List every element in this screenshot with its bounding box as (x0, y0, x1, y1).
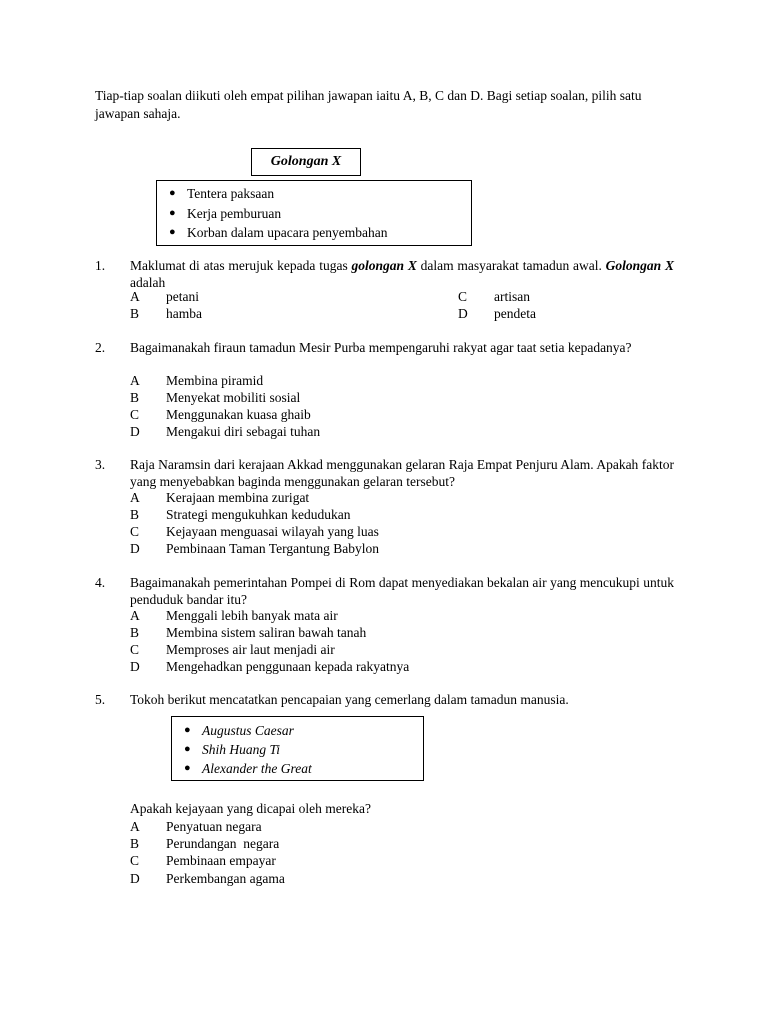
stimulus-item: ● Tentera paksaan (157, 184, 471, 204)
exam-page: Tiap-tiap soalan diikuti oleh empat pilihan jawapan iaitu A, B, C dan D. Bagi setiap soalan, pilih satu jawapan sahaja. Golongan X ● Tentera paksaan ● Kerja pemburuan ● Korban dalam upacara penyembahan 1. Maklumat di atas merujuk kepada tugas golongan X dalam masyarakat tamadun awal. Golongan X adalah A petani C artisan B hamba D pendeta 2. Bagaimanakah firaun tamadun Mesir Purba mempengaruhi rakyat agar taat setia kepadanya? A Membina piramid B Menyekat mobiliti sosial C Menggunakan kuasa ghaib D Mengakui diri sebagai tuhan 3. Raja Naramsin dari kerajaan Akkad menggunakan gelaran Raja Empat Penjuru Alam. Apakah faktor yang menyebabkan baginda menggunakan gelaran tersebut? A Kerajaan membina zurigat B Strategi mengukuhkan kedudukan C Kejayaan menguasai wilayah yang luas D Pembinaan Taman Tergantung Babylon 4. Bagaimanakah pemerintahan Pompei di Rom dapat menyediakan bekalan air yang mencukupi untuk penduduk bandar itu? A Menggali lebih banyak mata air B Membina sistem saliran bawah tanah C Memproses air laut menjadi air D Mengehadkan penggunaan kepada rakyatnya 5. Tokoh berikut mencatatkan pencapaian yang cemerlang dalam tamadun manusia. ● Augustus Caesar ● Shih Huang Ti ● Alexander the Great Apakah kejayaan yang dicapai oleh mereka? A Penyatuan negara B Perundangan negara C Pembinaan empayar D Perkembangan agama (95, 88, 674, 886)
bullet-icon: ● (184, 743, 191, 755)
question-text: Tokoh berikut mencatatkan pencapaian yang cemerlang dalam tamadun manusia. (130, 692, 569, 707)
bullet-icon: ● (169, 206, 176, 219)
stimulus-item: ● Alexander the Great (184, 761, 312, 776)
bullet-icon: ● (184, 724, 191, 736)
bullet-icon: ● (169, 187, 176, 199)
stimulus-title: Golongan X (251, 148, 361, 176)
bullet-icon: ● (184, 762, 191, 774)
stimulus-item: ● Augustus Caesar (184, 723, 294, 738)
stimulus-item: ● Kerja pemburuan (157, 204, 471, 224)
stimulus-box (171, 716, 424, 781)
question-text: Bagaimanakah firaun tamadun Mesir Purba mempengaruhi rakyat agar taat setia kepadanya? (130, 340, 632, 355)
instructions-text: Tiap-tiap soalan diikuti oleh empat pilihan jawapan iaitu A, B, C dan D. Bagi setiap soalan, pilih satu jawapan sahaja. (95, 88, 642, 121)
stimulus-item: ● Shih Huang Ti (184, 742, 281, 757)
bullet-icon: ● (169, 226, 176, 238)
stimulus-item: ● Korban dalam upacara penyembahan (157, 223, 471, 243)
question-text: Maklumat di atas merujuk kepada tugas golongan X dalam masyarakat tamadun awal. Golongan X adalah (130, 258, 674, 290)
question-number: 3. (95, 457, 106, 472)
stimulus-box (156, 180, 472, 246)
question-number: 2. (95, 340, 106, 355)
question-text: Raja Naramsin dari kerajaan Akkad menggunakan gelaran Raja Empat Penjuru Alam. Apakah faktor yang menyebabkan baginda menggunakan gelaran tersebut? (130, 457, 674, 489)
question-number: 4. (95, 575, 106, 590)
question-text: Bagaimanakah pemerintahan Pompei di Rom dapat menyediakan bekalan air yang mencukupi untuk penduduk bandar itu? (130, 575, 674, 607)
question-follow-up: Apakah kejayaan yang dicapai oleh mereka? (130, 801, 372, 816)
question-number: 1. (95, 258, 106, 273)
question-number: 5. (95, 692, 106, 707)
